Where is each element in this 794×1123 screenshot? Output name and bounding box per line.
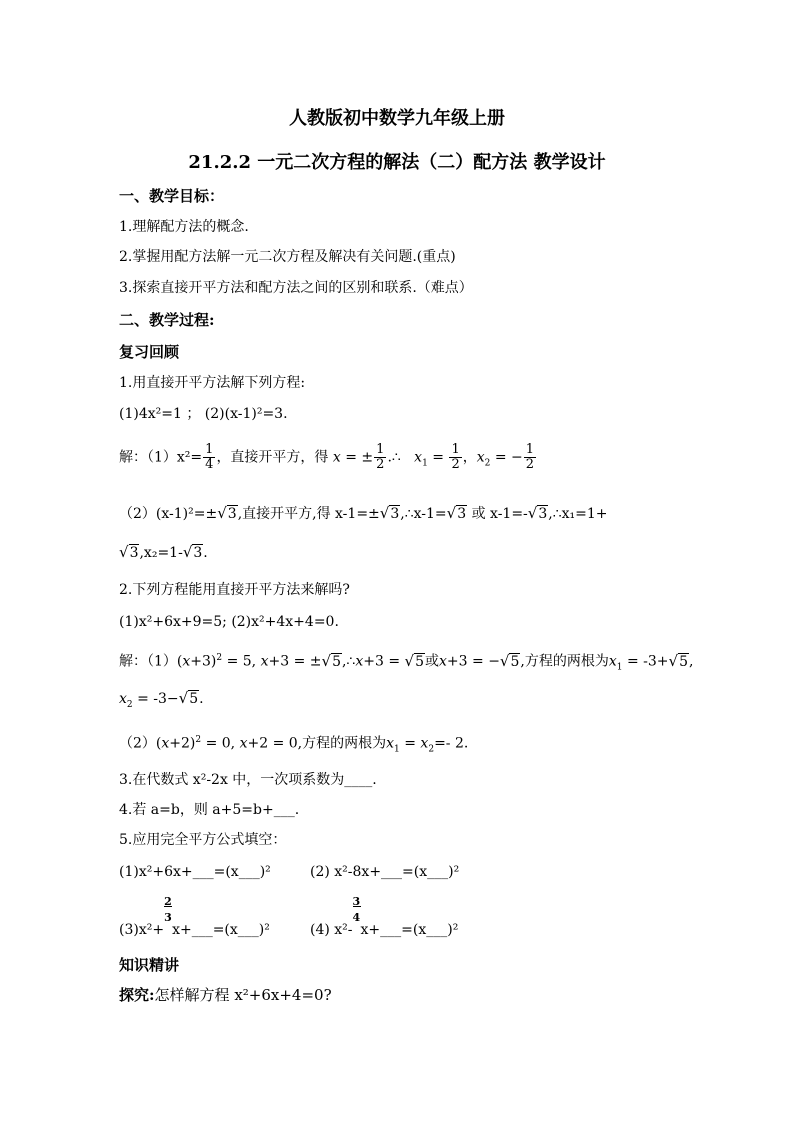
solution-text: （2）(x-1)²=± — [119, 506, 218, 522]
solution-text: ,x₂=1- — [139, 545, 183, 561]
explore-line — [119, 985, 332, 1005]
formula-text: x+___=(x___)² — [172, 922, 270, 938]
fraction-two-thirds: $\frac{2}{3}$ — [164, 895, 172, 924]
goals-heading: 一、教学目标： — [119, 187, 225, 205]
fraction-one-quarter: $\frac{1}{4}$ — [205, 442, 214, 472]
question-2: 2.下列方程能用直接开平方法来解吗? — [119, 582, 350, 598]
document-title: 人教版初中数学九年级上册 — [289, 108, 505, 129]
question-4: 4.若 a=b，则 a+5=b+___. — [119, 802, 300, 818]
solution-label: （2） — [119, 735, 156, 752]
formula-text: x+___=(x___)² — [360, 922, 459, 938]
fraction-three-quarters: $\frac{3}{4}$ — [352, 895, 361, 924]
question-1-equations: (1)4x²=1 ； (2)(x-1)²=3. — [119, 406, 288, 422]
formula-text: (3)x²+ — [119, 922, 165, 938]
solution-text: 方程的两根为 — [524, 653, 609, 670]
question-5: 5.应用完全平方公式填空： — [119, 832, 287, 848]
question-5-row-1a: (1)x²+6x+___=(x___)² — [119, 864, 271, 880]
question-1-solution-2: （2）(x-1)²=±√3,直接开平方,得 x-1=±√3,∴x-1=√3 或 x-1=-√3,∴x₁=1+ — [119, 504, 608, 522]
explore-text: 怎样解方程 x²+6x+4=0? — [154, 986, 332, 1004]
solution-text: ,∴x₁=1+ — [548, 506, 608, 522]
solution-text: 或 x-1=- — [467, 506, 528, 522]
knowledge-heading: 知识精讲 — [119, 956, 180, 974]
solution-text: 方程的两根为 — [302, 735, 387, 752]
question-5-row-2a — [119, 895, 270, 940]
question-2-solution-2: $(2)(x+2)^2 = 0$, x+2 = 0,方程的两根为$x_1 = x_2=-$ 2. — [119, 735, 469, 755]
question-3: 3.在代数式 x²-2x 中，一次项系数为____. — [119, 772, 377, 788]
solution-text: ，直接开平方，得 — [216, 449, 329, 466]
solution-label: 解：（1） — [119, 653, 177, 670]
goal-item-3: 3.探索直接开平方法和配方法之间的区别和联系.（难点） — [119, 280, 473, 296]
goal-item-2: 2.掌握用配方法解一元二次方程及解决有关问题.(重点) — [119, 249, 456, 265]
process-heading: 二、教学过程: — [119, 311, 215, 329]
goal-item-1: 1.理解配方法的概念. — [119, 219, 249, 235]
question-2-equations: (1)x²+6x+9=5; (2)x²+4x+4=0. — [119, 614, 339, 630]
question-5-row-2b — [310, 895, 459, 940]
explore-label: 探究: — [119, 986, 155, 1004]
solution-text: ,直接开平方,得 x-1=± — [237, 506, 380, 522]
question-1-solution-1: 解：（1）x²= $\frac{1}{4}$ ，直接开平方，得 x = ± $\frac{1}{2}$ .∴ $x_1$ = $\frac{1}{2}$ ，$x_2$ = − $\frac{1}{2}$ — [119, 442, 535, 472]
formula-text: (4) x²- — [310, 922, 353, 938]
solution-text: ,∴x-1= — [400, 506, 447, 522]
question-2-solution-1: 解：$(1)(x+3)^2 = 5$, x+3 = ±√5,∴x+3 = √5或x+3 = −√5,方程的两根为$x_1 = -3+√5$, — [119, 651, 694, 673]
review-heading: 复习回顾 — [119, 343, 180, 361]
question-5-row-1b: (2) x²-8x+___=(x___)² — [310, 864, 460, 880]
lesson-title: 21.2.2 一元二次方程的解法（二）配方法 教学设计 — [188, 152, 606, 173]
solution-label: 解：（1）x²= — [119, 449, 203, 466]
question-1-solution-2-cont: √3,x₂=1-√3. — [119, 543, 208, 561]
question-1: 1.用直接开平方法解下列方程: — [119, 375, 306, 391]
question-2-solution-1-cont: $x_2 = -3-√5$. — [119, 689, 204, 710]
